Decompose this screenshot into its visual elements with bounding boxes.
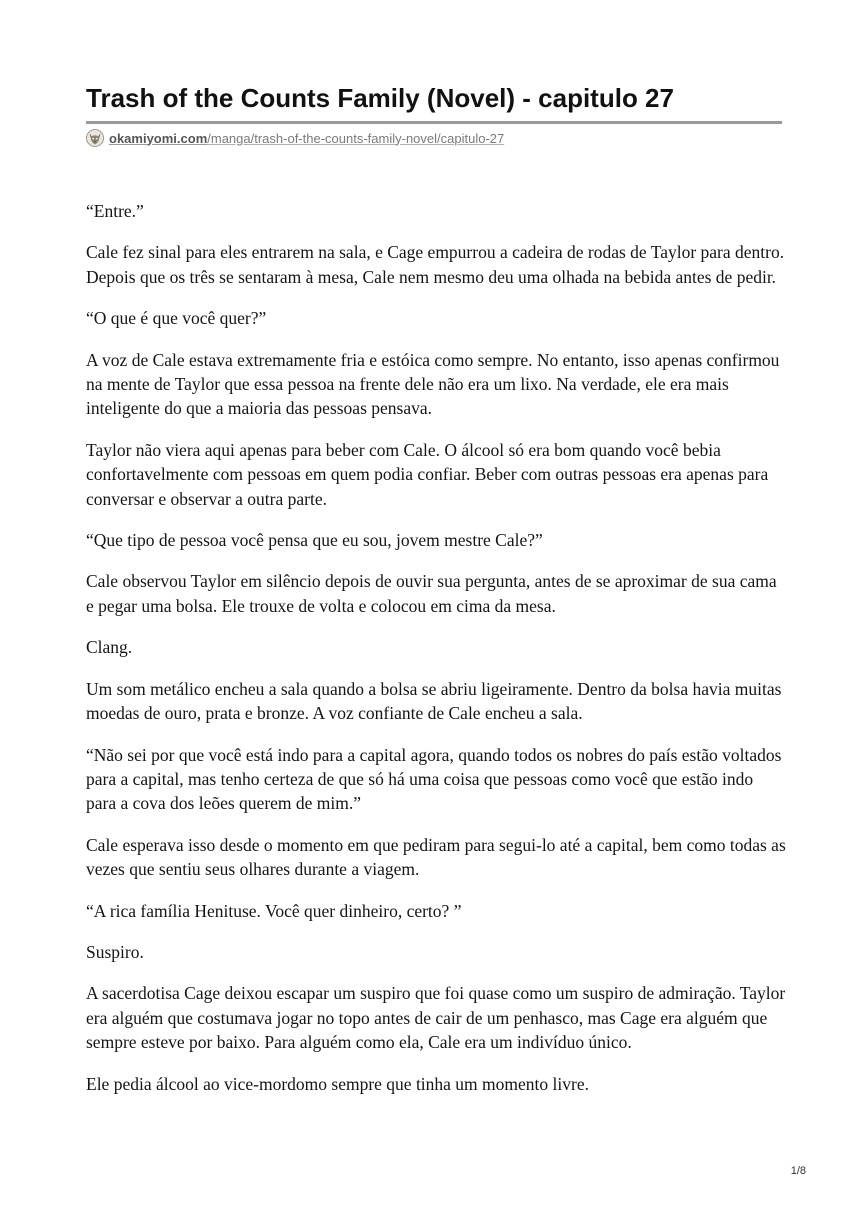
paragraph: A voz de Cale estava extremamente fria e estóica como sempre. No entanto, isso apenas confirmou na mente de Taylor que essa pessoa na frente dele não era um lixo. Na verdade, ele era mais inteligente do que a maioria das pessoas pensava.	[86, 349, 780, 419]
paragraph: Ele pedia álcool ao vice-mordomo sempre que tinha um momento livre.	[86, 1073, 589, 1094]
paragraph: Taylor não viera aqui apenas para beber com Cale. O álcool só era bom quando você bebia confortavelmente com pessoas em quem podia confiar. Beber com outras pessoas era apenas para conversar e observar a outra parte.	[86, 439, 769, 509]
title-divider	[86, 121, 782, 124]
paragraph: “A rica família Henituse. Você quer dinheiro, certo? ”	[86, 900, 462, 921]
paragraph: Suspiro.	[86, 941, 144, 962]
paragraph: “O que é que você quer?”	[86, 308, 267, 329]
source-path[interactable]: /manga/trash-of-the-counts-family-novel/capitulo-27	[207, 130, 505, 146]
paragraph: Cale observou Taylor em silêncio depois de ouvir sua pergunta, antes de se aproximar de sua cama e pegar uma bolsa. Ele trouxe de volta e colocou em cima da mesa.	[86, 571, 777, 616]
source-link[interactable]	[86, 128, 504, 148]
paragraph: “Não sei por que você está indo para a capital agora, quando todos os nobres do país estão voltados para a capital, mas tenho certeza de que só há uma coisa que pessoas como você que estão indo para a cova dos leões querem de mim.”	[86, 744, 782, 814]
paragraph: “Que tipo de pessoa você pensa que eu sou, jovem mestre Cale?”	[86, 530, 543, 551]
source-domain[interactable]: okamiyomi.com	[109, 130, 208, 146]
wolf-logo-icon	[86, 129, 104, 147]
paragraph: A sacerdotisa Cage deixou escapar um suspiro que foi quase como um suspiro de admiração. Taylor era alguém que costumava jogar no topo antes de cair de um penhasco, mas Cage era alguém que sempre esteve por baixo. Para alguém como ela, Cale era um indivíduo único.	[86, 983, 786, 1053]
paragraph: Um som metálico encheu a sala quando a bolsa se abriu ligeiramente. Dentro da bolsa havia muitas moedas de ouro, prata e bronze. A voz confiante de Cale encheu a sala.	[86, 678, 782, 724]
paragraph: “Entre.”	[86, 201, 144, 221]
chapter-body	[86, 199, 786, 1113]
page-title: Trash of the Counts Family (Novel) - capitulo 27	[86, 83, 674, 113]
paragraph: Clang.	[86, 637, 133, 658]
page-number: 1/8	[790, 1165, 806, 1177]
paragraph: Cale fez sinal para eles entrarem na sala, e Cage empurrou a cadeira de rodas de Taylor para dentro. Depois que os três se sentaram à mesa, Cale nem mesmo deu uma olhada na bebida antes de pedir.	[86, 242, 785, 287]
paragraph: Cale esperava isso desde o momento em que pediram para segui-lo até a capital, bem como todas as vezes que sentiu seus olhares durante a viagem.	[86, 834, 786, 880]
